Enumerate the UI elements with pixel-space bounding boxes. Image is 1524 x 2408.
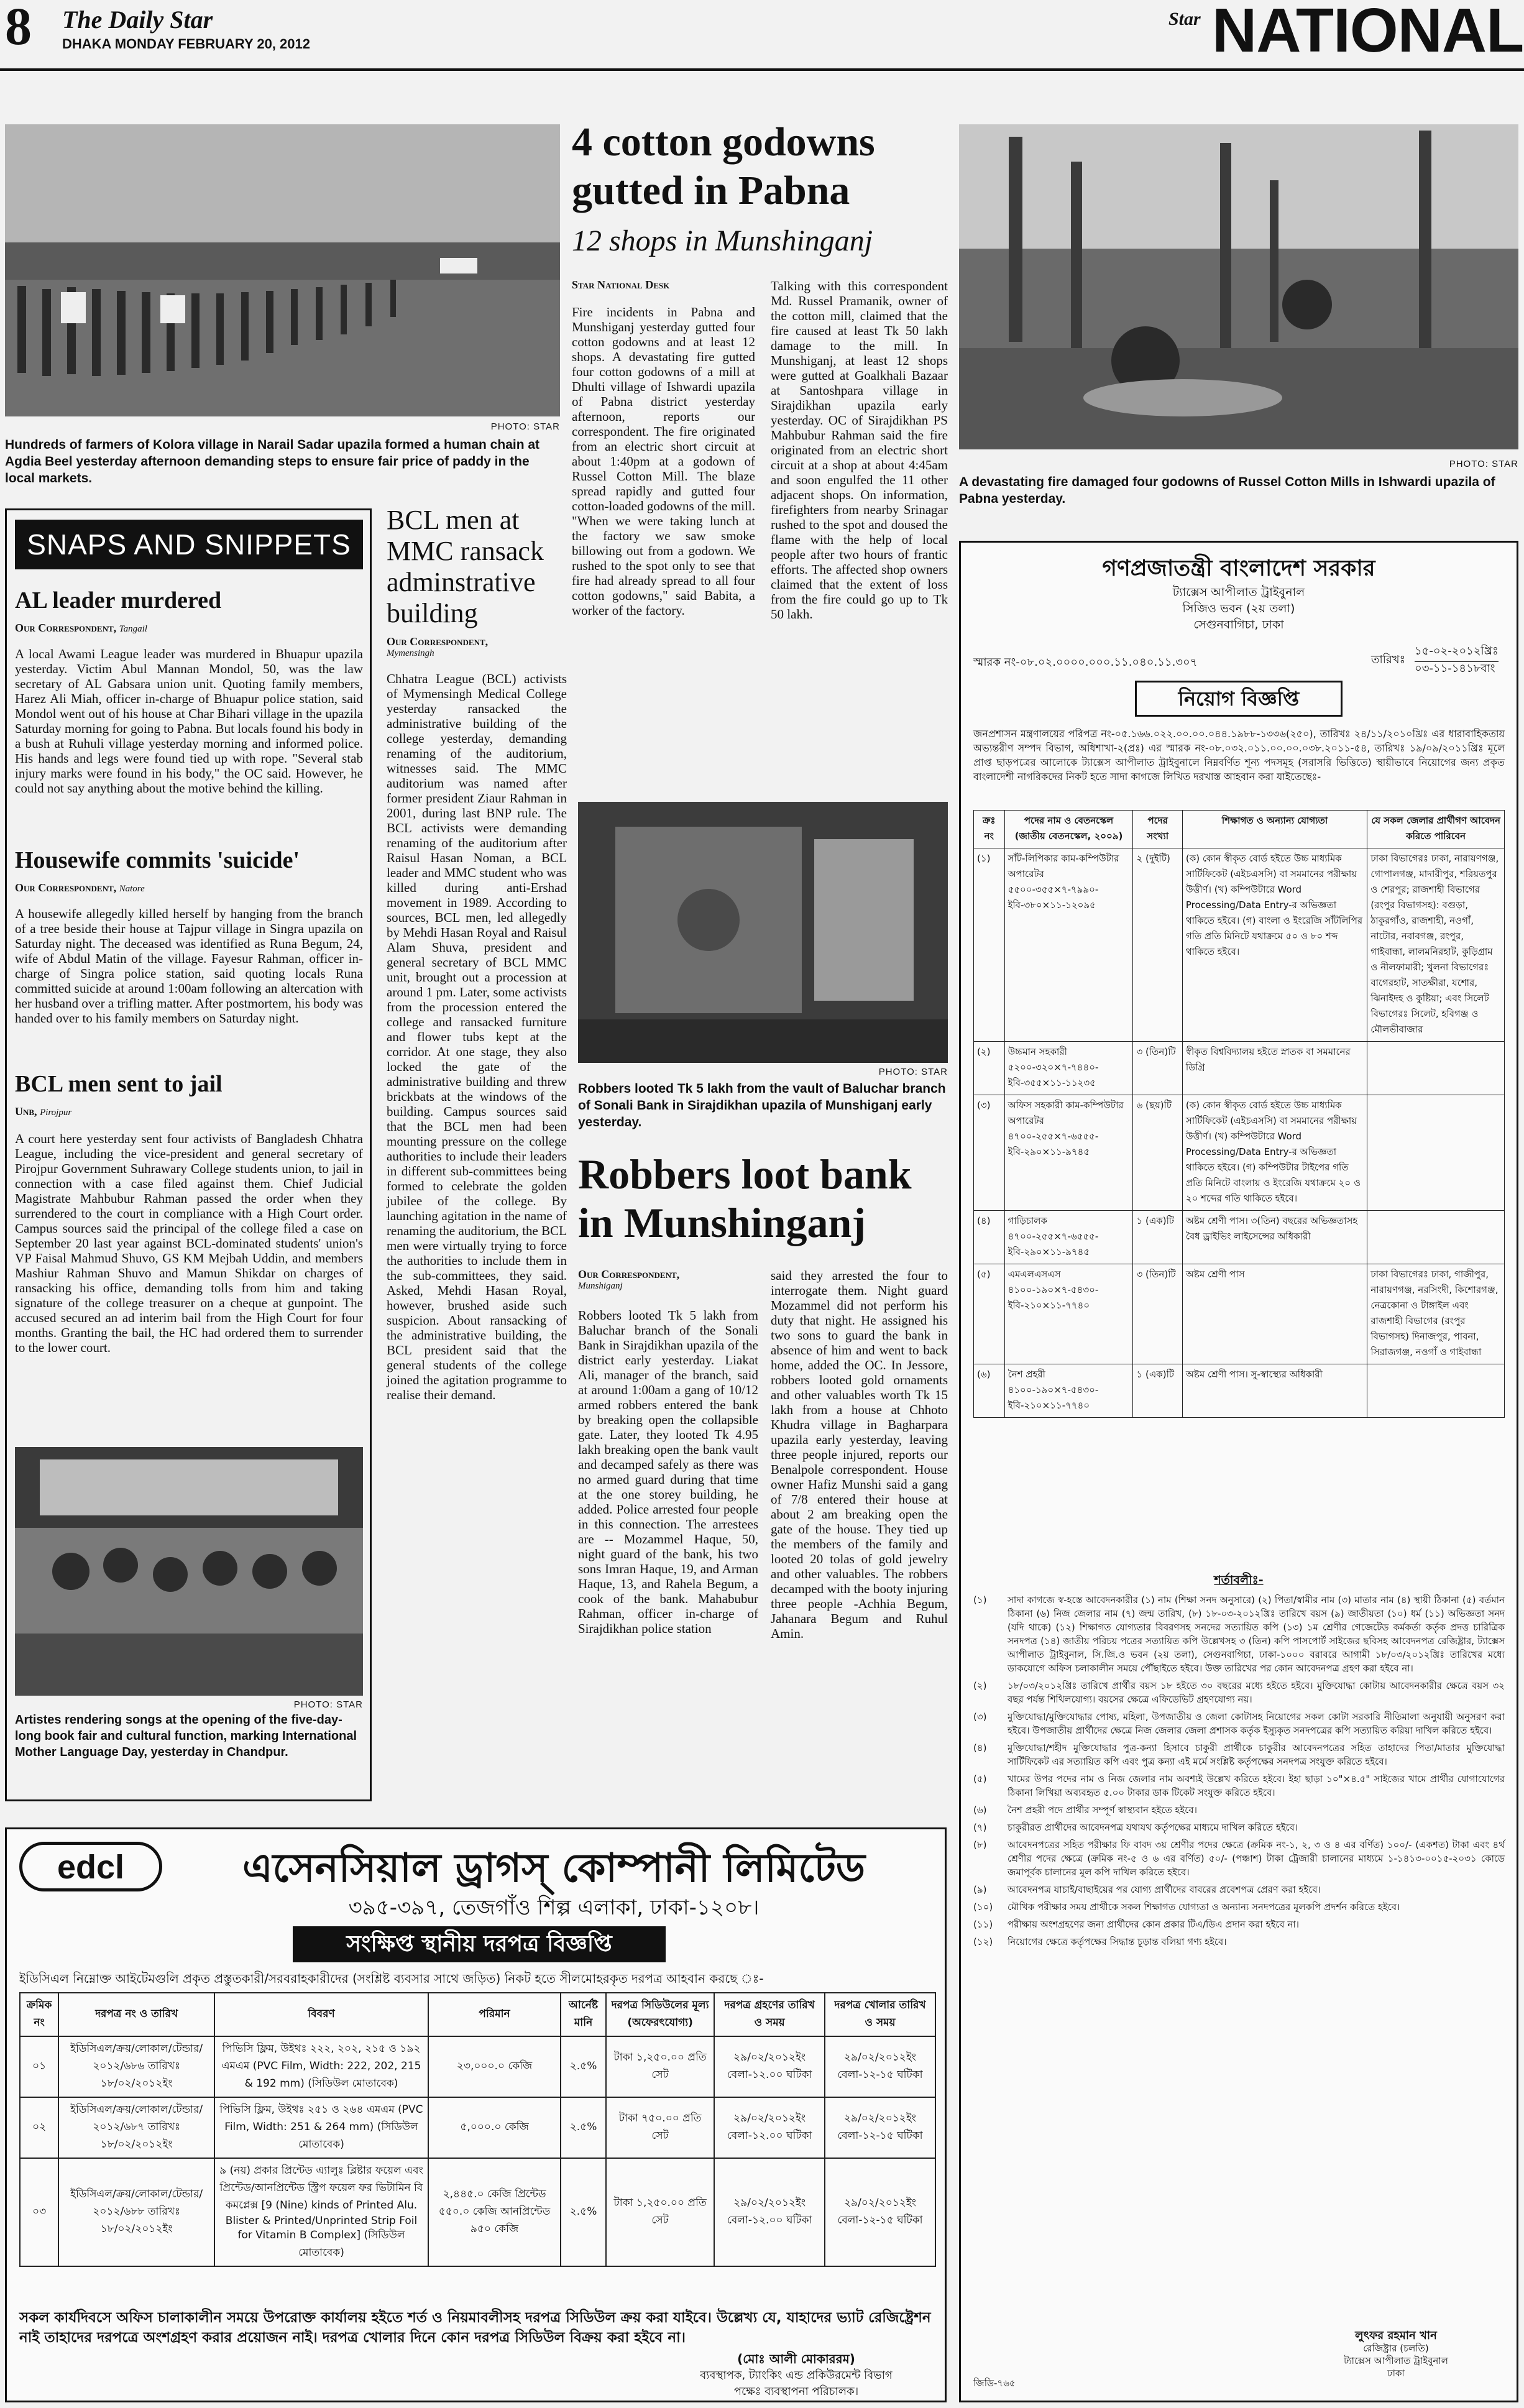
term-item <box>973 1710 1505 1737</box>
jobs-table-cell: ঢাকা বিভাগেরঃ ঢাকা, গাজীপুর, নারায়ণগঞ্জ, নরসিংদী, কিশোরগঞ্জ, নেত্রকোনা ও টাঙ্গাইল এবং রাজশাহী বিভাগের (রংপুর বিভাগসহ) দিনাজপুর, পাবনা, সিরাজগঞ্জ, নওগাঁ ও গাইবান্ধা <box>1367 1264 1505 1364</box>
jobs-table-cell: (ক) কোন স্বীকৃত বোর্ড হইতে উচ্চ মাধ্যমিক সার্টিফিকেট (এইচএসসি) বা সমমানের পরীক্ষায় উত্তীর্ণ। (খ) কম্পিউটারে Word Processing/Data Entry-র অভিজ্ঞতা থাকিতে হইবে। (গ) বাংলা ও ইংরেজি সাঁটলিপির গতি প্রতি মিনিটে যথাক্রমে ৫০ ও ৮০ শব্দ থাকিতে হইবে। <box>1182 848 1367 1042</box>
edcl-header-cell: দরপত্র সিডিউলের মূল্য (অফেরৎযোগ্য) <box>606 1993 714 2036</box>
jobs-table-cell: অষ্টম শ্রেণী পাস। সু-স্বাস্থ্যের অধিকারী <box>1182 1364 1367 1418</box>
edcl-table-cell: ইডিসিএল/ক্রয়/লোকাল/টেন্ডার/২০১২/৬৮৭ তারিখঃ ১৮/০২/২০১২ইং <box>58 2097 214 2158</box>
govt-title: গণপ্রজাতন্ত্রী বাংলাদেশ সরকার <box>1102 556 1375 581</box>
edcl-header-cell: ক্রমিক নং <box>20 1993 58 2036</box>
bank-headline: Robbers loot bank in Munshinganj <box>578 1151 912 1246</box>
edcl-table-cell: ২.৫% <box>561 2158 606 2266</box>
snap1-body: A local Awami League leader was murdered in Bhuapur upazila yesterday. Victim Abul Mannan Mondol, 50, was the law secretary of AL Gabsara union unit. Quoting family members, Harez Ali Miah, officer in-charge of Bhuapur police station, said Mondol went out of his house at Char Bihari village in the upazila Saturday morning for going to Pabna. But locals found his body in a bush at Ruhuli village yesterday morning and informed police. His hands and legs were found tied up with rope. "Several stab injury marks were found in his body," the OC said. However, he could not say anything about the motive behind the killing. <box>15 646 363 796</box>
term-item <box>973 1741 1505 1768</box>
govt-signatory-title2: ট্যাক্সেস আপীলাত ট্রাইবুনাল <box>1344 2355 1448 2366</box>
cotton-col1: Fire incidents in Pabna and Munshiganj yesterday gutted four cotton godowns and at least 12 shops. A devastating fire gutted four cotton godowns of a mill at Dhulti village of Ishwardi upazila of Pabna district yesterday afternoon, reports our correspondent. The fire originated from an electric short circuit at about 1:40pm at a godown of Russel Cotton Mill. The blaze spread rapidly and gutted four cotton-loaded godowns of the mill. "When we were taking lunch at the factory we saw smoke billowing out from a godown. We rushed to the spot only to see that fire had already spread to all four cotton godowns," said Babita, a worker of the factory. <box>572 305 755 618</box>
govt-jobs-table-wrap <box>973 810 1505 1418</box>
term-number: (৪) <box>973 1742 987 1753</box>
govt-signatory-title1: রেজিষ্ট্রার (চলতি) <box>1363 2343 1429 2354</box>
edcl-table-cell: টাকা ১,২৫০.০০ প্রতি সেট <box>606 2036 714 2097</box>
jobs-table-cell: (৫) <box>974 1264 1005 1364</box>
govt-terms <box>973 1593 1505 1952</box>
artistes-photo-image <box>15 1447 363 1696</box>
edcl-header-cell: দরপত্র খোলার তারিখ ও সময় <box>825 1993 935 2036</box>
term-number: (১২) <box>973 1936 993 1947</box>
jobs-table-cell: সাঁট-লিপিকার কাম-কম্পিউটার অপারেটর ৫৫০০-৩৫৫×৭-৭৯৯০-ইবি-৩৮০×১১-১২০৯৫ <box>1004 848 1133 1042</box>
edcl-table-cell: ২,৪৪৫.০ কেজি প্রিন্টেড ৫৫০.০ কেজি আনপ্রিন্টেড ৯৫০ কেজি <box>428 2158 561 2266</box>
term-item <box>973 1883 1505 1896</box>
edcl-table-cell: ২৯/০২/২০১২ইং বেলা-১২-১৫ ঘটিকা <box>825 2036 935 2097</box>
cotton-col2: Talking with this correspondent Md. Russel Pramanik, owner of the cotton mill, claimed that the fire caused at least Tk 50 lakh damage to the mill. In Munshiganj, at least 12 shops were gutted at Goalkhali Bazaar at Santoshpara village in Sirajdikhan upazila early yesterday. OC of Sirajdikhan PS Mahbubur Rahman said the fire originated from an electric short circuit at a shop at about 4:45am and soon engulfed the 11 other adjacent shops. On information, firefighters from nearby Srinagar rushed to the spot and doused the flame with the help of local people after two hours of frantic efforts. The affected shop owners claimed that the extent of loss from the fire could go up to Tk 50 lakh. <box>771 278 948 622</box>
govt-office1: ট্যাক্সেস আপীলাত ট্রাইবুনাল <box>1172 586 1305 599</box>
edcl-table-cell: টাকা ৭৫০.০০ প্রতি সেট <box>606 2097 714 2158</box>
govt-date2: ০৩-১১-১৪১৮বাং <box>1415 662 1495 675</box>
jobs-table-cell: ১ (এক)টি <box>1133 1364 1182 1418</box>
jobs-table-cell <box>1367 1095 1505 1211</box>
govt-heading: নিয়োগ বিজ্ঞপ্তি <box>1135 681 1343 717</box>
jobs-table-cell <box>1367 1211 1505 1264</box>
farmers-photo-caption: Hundreds of farmers of Kolora village in Narail Sadar upazila formed a human chain at Agdia Beel yesterday afternoon demanding steps to ensure fair price of paddy in the local markets. <box>5 438 540 485</box>
term-text: আবেদনপত্র যাচাই/বাছাইয়ের পর যোগ্য প্রার্থীদের বাবরের প্রবেশপত্র প্রেরণ করা হইবে। <box>1008 1884 1321 1895</box>
edcl-header-cell: পরিমান <box>428 1993 561 2036</box>
edcl-table-cell: ইডিসিএল/ক্রয়/লোকাল/টেন্ডার/২০১২/৬৮৮ তারিখঃ ১৮/০২/২০১২ইং <box>58 2158 214 2266</box>
artistes-photo-credit: PHOTO: STAR <box>293 1699 363 1710</box>
term-number: (৫) <box>973 1773 987 1785</box>
edcl-header-cell: দরপত্র গ্রহণের তারিখ ও সময় <box>714 1993 825 2036</box>
jobs-table-cell: অষ্টম শ্রেণী পাস। ৩(তিন) বছরের অভিজ্ঞতাসহ বৈধ ড্রাইভিং লাইসেন্সের অধিকারী <box>1182 1211 1367 1264</box>
snap1-byline-label: Our Correspondent, <box>15 622 117 634</box>
term-text: মুক্তিযোদ্ধা/মুক্তিযোদ্ধার পোষ্য, মহিলা, উপজাতীয় ও জেলা কোটাসহ নিয়োগের সকল কোটা সরকারি নীতিমালা অনুযায়ী অনুসরণ করা হইবে। উপজাতীয় প্রার্থীদের ক্ষেত্রে নিজ জেলার জেলা প্রশাসক কর্তৃক ইস্যুকৃত সনদপত্রের কপি সত্যায়িত করিয়া দাখিল করিতে হইবে। <box>1008 1711 1505 1736</box>
term-number: (৮) <box>973 1839 987 1850</box>
cotton-byline: Star National Desk <box>572 278 670 291</box>
edcl-table-cell: ০৩ <box>20 2158 58 2266</box>
term-text: সাদা কাগজে স্ব-হস্তে আবেদনকারীর (১) নাম (শিক্ষা সনদ অনুসারে) (২) পিতা/স্বামীর নাম (৩) মাতার নাম (৪) স্থায়ী ঠিকানা (৫) বর্তমান ঠিকানা (৬) নিজ জেলার নাম (৭) জন্ম তারিখ, (৮) ১৮-০৩-২০১২খ্রিঃ তারিখে বয়স (৯) জাতীয়তা (১০) ধর্ম (১১) অভিজ্ঞতা সনদ (যদি থাকে) (১২) শিক্ষাগত যোগ্যতার বিবরণসহ সনদের সত্যায়িত কপি (১৩) ১ম শ্রেণীর গেজেটেড কর্মকর্তা কর্তৃক প্রদত্ত চারিত্রিক সনদপত্র (১৪) জাতীয় পরিচয় পত্রের সত্যায়িত কপি উল্লেখসহ ৩ (তিন) কপি পাসপোর্ট সাইজের ছবিসহ আবেদনপত্র রেজিষ্ট্রার, ট্যাক্সেস আপীলাত ট্রাইবুনাল, সি.জি.ও ভবন (২য় তলা), সেগুনবাগিচা, ঢাকা-১০০০ বরাবরে আগামী ১৮/০৩/২০১২খ্রিঃ তারিখের মধ্যে ডাকযোগে অফিস চলাকালীন সময়ে পৌঁছাইতে হইবে। উক্ত তারিখের পর কোন আবেদনপত্র গ্রহণ করা হইবে না। <box>1008 1594 1505 1674</box>
snaps-banner: SNAPS AND SNIPPETS <box>15 520 363 569</box>
edcl-table-cell: ৫,০০০.০ কেজি <box>428 2097 561 2158</box>
term-text: পরীক্ষায় অংশগ্রহণের জন্য প্রার্থীদের কোন প্রকার টিএ/ডিএ প্রদান করা হইবে না। <box>1008 1919 1300 1930</box>
govt-memo: স্মারক নং-০৮.০২.০০০০.০০০.১১.০৪০.১১.৩০৭ <box>973 656 1198 669</box>
edcl-table-cell: ০১ <box>20 2036 58 2097</box>
masthead-rule <box>0 68 1524 71</box>
edcl-table-row <box>20 2036 935 2097</box>
jobs-table-cell: অষ্টম শ্রেণী পাস <box>1182 1264 1367 1364</box>
jobs-table-cell: ৬ (ছয়)টি <box>1133 1095 1182 1211</box>
jobs-header-cell: শিক্ষাগত ও অন্যান্য যোগ্যতা <box>1182 811 1367 848</box>
edcl-table-cell: টাকা ১,২৫০.০০ প্রতি সেট <box>606 2158 714 2266</box>
edcl-table-cell: ২৯/০২/২০১২ইং বেলা-১২.০০ ঘটিকা <box>714 2158 825 2266</box>
govt-office2: সিজিও ভবন (২য় তলা) <box>1182 602 1295 615</box>
edcl-table-row <box>20 2097 935 2158</box>
snap3-byline-label: Unb, <box>15 1105 37 1118</box>
jobs-table-row <box>974 1042 1505 1095</box>
edcl-table-cell: পিভিসি ফ্লিম, উইথঃ ২২২, ২০২, ২১৫ ও ১৯২ এমএম (PVC Film, Width: 222, 202, 215 & 192 mm) (সিডিউল মোতাবেক) <box>214 2036 428 2097</box>
jobs-table-row <box>974 1364 1505 1418</box>
edcl-notice-title: সংক্ষিপ্ত স্থানীয় দরপত্র বিজ্ঞপ্তি <box>293 1926 666 1962</box>
edcl-table-cell: ২৯/০২/২০১২ইং বেলা-১২.০০ ঘটিকা <box>714 2097 825 2158</box>
term-text: আবেদনপত্রের সহিত পরীক্ষার ফি বাবদ ৩য় শ্রেণীর পদের ক্ষেত্রে (ক্রমিক নং-১, ২, ৩ ও ৪ এর বর্ণিত) ১০০/- (একশত) টাকা এবং ৪র্থ শ্রেণীর পদের ক্ষেত্রে (ক্রমিক নং-৫ ও ৬ এর বর্ণিত) ৫০/- (পঞ্চাশ) টাকা ট্রেজারী চালানের মাধ্যমে ১-১৪১৩-০০১৫-২০৩১ কোডে জমাপূর্বক চালানের মূল কপি দাখিল করিতে হইবে। <box>1008 1839 1505 1878</box>
snap3-byline <box>15 1105 71 1118</box>
edcl-table-cell: ০২ <box>20 2097 58 2158</box>
term-number: (৬) <box>973 1804 987 1816</box>
term-number: (১) <box>973 1594 987 1606</box>
edcl-tender-table <box>19 1992 936 2267</box>
farmers-photo <box>5 124 560 416</box>
term-item <box>973 1803 1505 1817</box>
term-text: মৌখিক পরীক্ষার সময় প্রার্থীকে সকল শিক্ষাগত যোগ্যতা ও অন্যান্য সনদপত্রের মূলকপি প্রদর্শন করিতে হইবে। <box>1008 1901 1400 1913</box>
term-number: (১১) <box>973 1919 993 1930</box>
edcl-logo: edcl <box>19 1842 162 1891</box>
jobs-table-cell: (ক) কোন স্বীকৃত বোর্ড হইতে উচ্চ মাধ্যমিক সার্টিফিকেট (এইচএসসি) বা সমমানের পরীক্ষায় উত্তীর্ণ। (খ) কম্পিউটারে Word Processing/Data Entry-র অভিজ্ঞতা থাকিতে হইবে। (গ) কম্পিউটার টাইপের গতি প্রতি মিনিটে বাংলায় ও ইংরেজি যথাক্রমে ২০ ও ২০ শব্দের গতি থাকিতে হইবে। <box>1182 1095 1367 1211</box>
term-text: চাকুরীরত প্রার্থীদের আবেদনপত্র যথাযথ কর্তৃপক্ষের মাধ্যমে দাখিল করিতে হইবে। <box>1008 1822 1298 1833</box>
snap3-place: Pirojpur <box>40 1108 72 1118</box>
jobs-table-cell: এমএলএসএস ৪১০০-১৯০×৭-৫৪৩০-ইবি-২১০×১১-৭৭৪০ <box>1004 1264 1133 1364</box>
edcl-table-cell: ইডিসিএল/ক্রয়/লোকাল/টেন্ডার/২০১২/৬৮৬ তারিখঃ ১৮/০২/২০১২ইং <box>58 2036 214 2097</box>
govt-office3: সেগুনবাগিচা, ঢাকা <box>1193 618 1284 632</box>
masthead <box>0 0 1524 75</box>
jobs-table-cell: ঢাকা বিভাগেরঃ ঢাকা, নারায়ণগঞ্জ, গোপালগঞ্জ, মাদারীপুর, শরিয়তপুর ও শেরপুর; রাজশাহী বিভাগের (রংপুর বিভাগসহ): বগুড়া, ঠাকুরগাঁও, রাজশাহী, নওগাঁ, নাটোর, নবাবগঞ্জ, রংপুর, গাইবান্ধা, লালমনিরহাট, কুড়িগ্রাম ও নীলফামারী; খুলনা বিভাগেরঃ বাগেরহাট, সাতক্ষীরা, যশোর, ঝিনাইদহ ও কুষ্টিয়া; এবং সিলেট বিভাগেরঃ সিলেট, হবিগঞ্জ ও মৌলভীবাজার <box>1367 848 1505 1042</box>
term-text: নিয়োগের ক্ষেত্রে কর্তৃপক্ষের সিদ্ধান্ত চূড়ান্ত বলিয়া গণ্য হইবে। <box>1008 1936 1227 1947</box>
snap2-byline <box>15 881 145 894</box>
govt-date1: ১৫-০২-২০১২খ্রিঃ <box>1415 642 1499 662</box>
vault-photo-image <box>578 802 948 1063</box>
jobs-table-cell: (১) <box>974 848 1005 1042</box>
snap2-byline-label: Our Correspondent, <box>15 881 117 894</box>
jobs-table-cell: (২) <box>974 1042 1005 1095</box>
term-text: ১৮/০৩/২০১২খ্রিঃ তারিখে প্রার্থীর বয়স ১৮ হইতে ৩০ বছরের মধ্যে হইতে হইবে। মুক্তিযোদ্ধা কোটায় আবেদনকারীর ক্ষেত্রে বয়স ৩২ বছর পর্যন্ত শিথিলযোগ্য। বয়সের ক্ষেত্রে এফিডেভিট গ্রহণযোগ্য নয়। <box>1008 1680 1505 1705</box>
bcl-headline: BCL men at MMC ransack adminstrative building <box>387 505 544 628</box>
edcl-signatory-for: পক্ষেঃ ব্যবস্থাপনা পরিচালক। <box>733 2385 859 2398</box>
vault-photo <box>578 802 948 1063</box>
farmers-photo-image <box>5 124 560 416</box>
edcl-ad <box>5 1827 947 2402</box>
bank-byline-label: Our Correspondent, <box>578 1268 680 1280</box>
snap1-headline: AL leader murdered <box>15 587 222 613</box>
snap3-headline: BCL men sent to jail <box>15 1071 223 1097</box>
cotton-subhead: 12 shops in Munshinganj <box>572 224 873 257</box>
govt-date-label: তারিখঃ <box>1371 653 1406 666</box>
jobs-table-cell: গাড়িচালক ৪৭০০-২৫৫×৭-৬৫৫৫-ইবি-২৯০×১১-৯৭৪৫ <box>1004 1211 1133 1264</box>
term-text: মুক্তিযোদ্ধা/শহীদ মুক্তিযোদ্ধার পুত্র-কন্যা হিসাবে চাকুরী প্রার্থীকে চাকুরীর আবেদনপত্রের সহিত তাহাদের পিতা/মাতার মুক্তিযোদ্ধা সার্টিফিকেট এর সত্যায়িত কপি এবং পুত্র কন্যা এই মর্মে সংশ্লিষ্ট কর্তৃপক্ষের সনদপত্র সংযুক্ত করিতে হইবে। <box>1008 1742 1505 1767</box>
fire-photo-caption: A devastating fire damaged four godowns of Russel Cotton Mills in Ishwardi upazila of Pabna yesterday. <box>959 475 1495 506</box>
jobs-table-row <box>974 848 1505 1042</box>
edcl-table-row <box>20 2158 935 2266</box>
cotton-headline: 4 cotton godowns gutted in Pabna <box>572 119 875 213</box>
jobs-table-row <box>974 1211 1505 1264</box>
edcl-signatory: (মোঃ আলী মোকাররম) <box>737 2351 855 2366</box>
snap2-place: Natore <box>119 884 145 894</box>
edcl-table-cell: ২৯/০২/২০১২ইং বেলা-১২.০০ ঘটিকা <box>714 2036 825 2097</box>
jobs-table-cell <box>1367 1364 1505 1418</box>
jobs-table-cell: ৩ (তিন)টি <box>1133 1264 1182 1364</box>
jobs-header-cell: ক্রঃ নং <box>974 811 1005 848</box>
term-item <box>973 1593 1505 1675</box>
bcl-place: Mymensingh <box>387 648 434 658</box>
edcl-table-wrap <box>19 1992 936 2267</box>
farmers-photo-credit: PHOTO: STAR <box>490 421 560 432</box>
jobs-table-row <box>974 1095 1505 1211</box>
vault-photo-caption: Robbers looted Tk 5 lakh from the vault of Baluchar branch of Sonali Bank in Sirajdikhan upazila of Munshiganj early yesterday. <box>578 1082 946 1129</box>
jobs-header-cell: যে সকল জেলার প্রার্থীগণ আবেদন করিতে পারিবেন <box>1367 811 1505 848</box>
term-number: (২) <box>973 1680 987 1691</box>
snap2-body: A housewife allegedly killed herself by hanging from the branch of a tree beside their house at Tajpur village in Singra upazila on Saturday night. The deceased was identified as Runa Begum, 24, wife of Abdul Matin of the village. Fayesur Rahman, officer in-charge of Singra police station, said quoting locals Runa committed suicide at around 1:00am following an altercation with her husband over a trifling matter. After postmortem, his body was handed over to his family members on Saturday night. <box>15 906 363 1026</box>
jobs-table-cell: ২ (দুইটি) <box>1133 848 1182 1042</box>
jobs-table-cell: অফিস সহকারী কাম-কম্পিউটার অপারেটর ৪৭০০-২৫৫×৭-৬৫৫৫-ইবি-২৯০×১১-৯৭৪৫ <box>1004 1095 1133 1211</box>
govt-terms-title: শর্তাবলীঃ- <box>1214 1573 1264 1587</box>
term-text: নৈশ প্রহরী পদে প্রার্থীর সম্পূর্ণ স্বাস্থ্যবান হইতে হইবে। <box>1008 1804 1197 1816</box>
govt-intro: জনপ্রশাসন মন্ত্রণালয়ের পরিপত্র নং-০৫.১৬৬.০২২.০০.০০.০৪৪.১৯৮৮-১৩৩৬(২৫০), তারিখঃ ২৪/১১/২০১০খ্রিঃ এর ধারাবাহিকতায় অভ্যন্তরীণ সম্পদ বিভাগ, অধিশাখা-২(প্রঃ) এর স্মারক নং-০৮.০৩২.০১১.০০.০০.০৩৮.২০১১-৫৪, তারিখঃ ১৯/০৯/২০১১খ্রিঃ মূলে প্রাপ্ত ছাড়পত্রের আলোকে ট্যাক্সেস আপীলাত ট্রাইবুনালে নিম্নবর্ণিত শূন্য পদসমূহ (সরাসরি ভিত্তিতে) স্থায়ীভাবে নিয়োগের জন্য প্রকৃত বাংলাদেশী নাগরিকদের নিকট হতে সাদা কাগজে লিখিত দরখাস্ত আহবান করা যাইতেছেঃ- <box>973 728 1505 783</box>
edcl-table-cell: ২৯/০২/২০১২ইং বেলা-১২-১৫ ঘটিকা <box>825 2158 935 2266</box>
page-number: 8 <box>5 0 32 56</box>
paper-name: The Daily Star <box>62 6 213 34</box>
govt-code: জিডি-৭৬৫ <box>973 2378 1016 2389</box>
section-logo: Star <box>1168 9 1201 29</box>
fire-photo-credit: PHOTO: STAR <box>1449 459 1518 469</box>
term-item <box>973 1935 1505 1949</box>
bank-col1: Robbers looted Tk 5 lakh from Baluchar branch of the Sonali Bank in Sirajdikhan upazila of the district early yesterday. Liakat Ali, manager of the branch, said at around 1:00am a gang of 10/12 armed robbers entered the bank by breaking open the collapsible gate. Later, they looted Tk 4.95 lakh breaking open the bank vault and decamped safely as there was no armed guard during that time at the one storey building, he added. Police arrested four people in this connection. The arrestees are -- Mozammel Haque, 50, night guard of the bank, his two sons Imran Haque, 19, and Arman Haque, 13, and Rahela Begum, a cook of the bank. Mahabubur Rahman, officer in-charge of Sirajdikhan police station <box>578 1308 758 1636</box>
term-number: (৩) <box>973 1711 987 1722</box>
term-number: (১০) <box>973 1901 993 1913</box>
term-text: খামের উপর পদের নাম ও নিজ জেলার নাম অবশ্যই উল্লেখ করিতে হইবে। ইহা ছাড়া ১০"×৪.৫" সাইজের খামে প্রার্থীর যোগাযোগের ঠিকানা লিখিয়া অব্যবহৃত ৫.০০ টাকার ডাক টিকেট সংযুক্ত করিতে হইবে। <box>1008 1773 1505 1798</box>
bcl-byline <box>387 635 567 659</box>
edcl-table-cell: পিভিসি ফ্লিম, উইথঃ ২৫১ ও ২৬৪ এমএম (PVC Film, Width: 251 & 264 mm) (সিডিউল মোতাবেক) <box>214 2097 428 2158</box>
edcl-table-cell: ২.৫% <box>561 2097 606 2158</box>
fire-photo-image <box>959 124 1518 449</box>
edcl-intro: ইডিসিএল নিম্নোক্ত আইটেমগুলি প্রকৃত প্রস্তুতকারী/সরবরাহকারীদের (সংশ্লিষ্ট ব্যবসার সাথে জড়িত) নিকট হতে সীলমোহরকৃত দরপত্র আহবান করছে ঃ- <box>19 1971 764 1986</box>
bcl-byline-label: Our Correspondent, <box>387 635 489 648</box>
edcl-header-cell: দরপত্র নং ও তারিখ <box>58 1993 214 2036</box>
vault-photo-credit: PHOTO: STAR <box>878 1067 948 1077</box>
bank-place: Munshiganj <box>578 1281 623 1291</box>
artistes-photo <box>15 1447 363 1696</box>
jobs-table-cell <box>1367 1042 1505 1095</box>
govt-jobs-table <box>973 810 1505 1418</box>
artistes-photo-caption: Artistes rendering songs at the opening of the five-day-long book fair and cultural function, marking International Mother Language Day, yesterday in Chandpur. <box>15 1713 357 1759</box>
jobs-table-cell: ৩ (তিন)টি <box>1133 1042 1182 1095</box>
term-number: (৯) <box>973 1884 987 1895</box>
bank-byline <box>578 1268 758 1292</box>
term-number: (৭) <box>973 1822 987 1833</box>
jobs-table-cell: নৈশ প্রহরী ৪১০০-১৯০×৭-৫৪৩০-ইবি-২১০×১১-৭৭৪০ <box>1004 1364 1133 1418</box>
edcl-header-cell: আর্নেষ্ট মানি <box>561 1993 606 2036</box>
section-title: NATIONAL <box>1212 0 1524 65</box>
term-item <box>973 1900 1505 1914</box>
jobs-table-cell: (৩) <box>974 1095 1005 1211</box>
bank-col2: said they arrested the four to interrogate them. Night guard Mozammel did not perform his duty that night. He assigned his two sons to guard the bank in absence of him and went to back home, added the OC. In Jessore, robbers looted gold ornaments and other valuables worth Tk 15 lakh from a house at Chhoto Khudra village in Bagharpara upazila early yesterday, leaving three people injured, reports our Benalpole correspondent. House owner Hafiz Munshi said a gang of 7/8 entered their house at about 2 am breaking open the gate of the house. They tied up the members of the family and looted 20 tolas of gold jewelry and other valuables. The robbers decamped with the booty injuring three people -Achhia Begum, Jahanara Begum and Ruhul Amin. <box>771 1268 948 1641</box>
govt-signatory-place: ঢাকা <box>1387 2368 1405 2379</box>
snap1-byline <box>15 622 147 635</box>
edcl-company: এসেনসিয়াল ড্রাগস্‌ কোম্পানী লিমিটেড <box>242 1845 866 1891</box>
edcl-table-cell: ২৯/০২/২০১২ইং বেলা-১২-১৫ ঘটিকা <box>825 2097 935 2158</box>
edcl-table-cell: ২৩,০০০.০ কেজি <box>428 2036 561 2097</box>
term-item <box>973 1821 1505 1834</box>
term-item <box>973 1772 1505 1799</box>
jobs-table-cell: উচ্চমান সহকারী ৫২০০-৩২০×৭-৭৪৪০-ইবি-৩৫৫×১১-১১২৩৫ <box>1004 1042 1133 1095</box>
edcl-footer: সকল কার্যদিবসে অফিস চালাকালীন সময়ে উপরোক্ত কার্যালয় হইতে শর্ত ও নিয়মাবলীসহ দরপত্র সিডিউল ক্রয় করা যাইবে। উল্লেখ্য যে, যাহাদের ভ্যাট রেজিষ্ট্রেশন নাই তাহাদের দরপত্রে অংশগ্রহণ করার প্রয়োজন নাই। দরপত্র খোলার দিনে কোন দরপত্র সিডিউল বিক্রয় করা হইবে না। <box>19 2310 931 2346</box>
snap1-place: Tangail <box>119 624 147 634</box>
jobs-header-cell: পদের সংখ্যা <box>1133 811 1182 848</box>
edcl-table-cell: ৯ (নয়) প্রকার প্রিন্টেড এ্যালুঃ ব্লিষ্টার ফয়েল এবং প্রিন্টেড/আনপ্রিন্টেড স্ট্রিপ ফয়েল ফর ভিটামিন বি কমপ্লেক্স [9 (Nine) kinds of Printed Alu. Blister & Printed/Unprinted Strip Foil for Vitamin B Complex] (সিডিউল মোতাবেক) <box>214 2158 428 2266</box>
jobs-table-cell: ১ (এক)টি <box>1133 1211 1182 1264</box>
dateline: DHAKA MONDAY FEBRUARY 20, 2012 <box>62 36 310 52</box>
edcl-table-cell: ২.৫% <box>561 2036 606 2097</box>
jobs-table-cell: স্বীকৃত বিশ্ববিদ্যালয় হইতে স্নাতক বা সমমানের ডিগ্রি <box>1182 1042 1367 1095</box>
govt-signatory: লুৎফর রহমান খান <box>1355 2329 1437 2342</box>
term-item <box>973 1918 1505 1931</box>
bcl-body: Chhatra League (BCL) activists of Mymensingh Medical College yesterday ransacked the administrative building of the college yesterday, demanding renaming of the auditorium, witnesses said. The MMC auditorium was named after former president Ziaur Rahman in 2001, during last BNP rule. The BCL activists were demanding renaming of the auditorium after Raisul Hasan Noman, a BCL leader and MMC student who was killed during anti-Ershad movement in 1989. According to sources, BCL men, led allegedly by Mehdi Hasan Royal and Raisul Alam Shuva, president and general secretary of BCL MMC unit, brought out a procession at around 1 pm. Later, some activists from the procession entered the college and ransacked furniture and flower tubs kept at the corridor. At one stage, they also locked the gate of the administrative building and threw brickbats at the windows of the building. Campus sources said that the BCL men had been mounting pressure on the college authorities to include their leaders in different sub-committees being formed to celebrate the golden jubilee of the college. By launching agitation in the name of renaming the auditorium, the BCL men were virtually trying to force the authorities to include them in the sub-committees, they said. Asked, Mehdi Hasan Royal, however, brushed aside such suspicion. About ransacking of the administrative building, the BCL president said that the general students of the college joined the agitation programme to realise their demand. <box>387 671 567 1402</box>
snap3-body: A court here yesterday sent four activists of Bangladesh Chhatra League, including the vice-president and general secretary of Pirojpur Government Suhrawary College students union, to jail in connection with a case filed against them. Chief Judicial Magistrate Mahbubur Rahman passed the order when they surrendered to the court in compliance with a High Court order. Campus sources said the principal of the college filed a case on September 20 last year against BCL-dominated students' union's VP Faisal Mahmud Shuvo, GS KM Mejbah Uddin, and members Mashiur Rahman Shuvo and Mamun Shikdar on charges of ransacking his office, demanding tolls from him and taking signature of the college treasurer on a cheque at gunpoint. The accused secured an ad interim bail from the High Court for four months. Granting the bail, the HC had ordered them to surrender to the lower court. <box>15 1131 363 1355</box>
edcl-address: ৩৯৫-৩৯৭, তেজগাঁও শিল্প এলাকা, ঢাকা-১২০৮। <box>348 1895 760 1920</box>
edcl-header-cell: বিবরণ <box>214 1993 428 2036</box>
jobs-table-cell: (৪) <box>974 1211 1005 1264</box>
term-item <box>973 1679 1505 1706</box>
edcl-signatory-title: ব্যবস্থাপক, ট্যাংকিং এন্ড প্রকিউরমেন্ট বিভাগ <box>700 2369 893 2382</box>
term-item <box>973 1838 1505 1879</box>
jobs-table-cell: (৬) <box>974 1364 1005 1418</box>
snap2-headline: Housewife commits 'suicide' <box>15 847 300 873</box>
govt-ad <box>959 541 1518 2402</box>
fire-photo <box>959 124 1518 449</box>
jobs-table-row <box>974 1264 1505 1364</box>
jobs-header-cell: পদের নাম ও বেতনস্কেল (জাতীয় বেতনস্কেল, ২০০৯) <box>1004 811 1133 848</box>
